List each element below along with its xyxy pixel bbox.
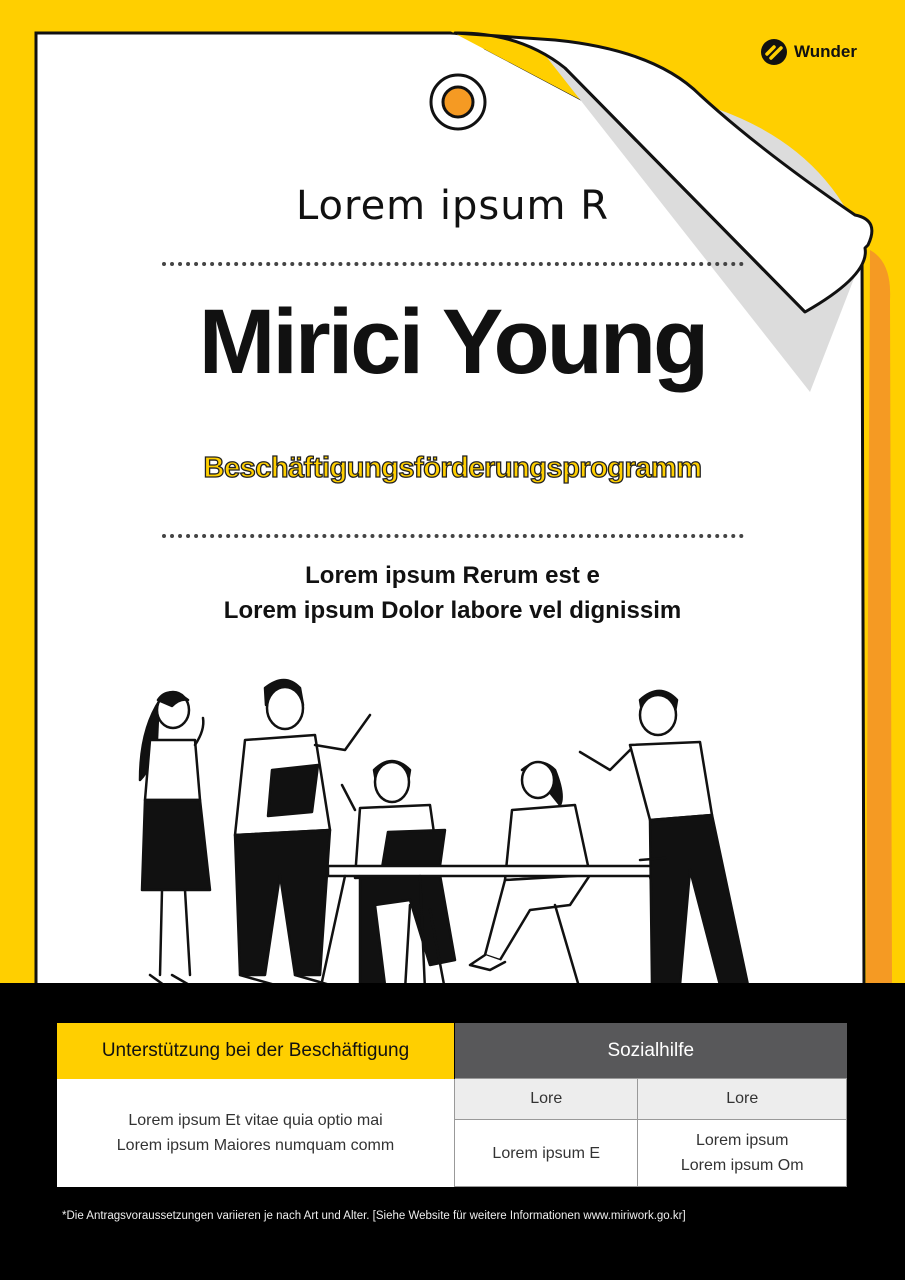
table-subheader-b: Lore bbox=[638, 1079, 847, 1120]
table-cell-a: Lorem ipsum E bbox=[455, 1120, 638, 1187]
program-name: Beschäftigungsförderungsprogramm bbox=[203, 452, 702, 484]
cell-b-line-2: Lorem ipsum Om bbox=[680, 1157, 804, 1174]
brand-name: Wunder bbox=[794, 42, 857, 61]
table-subheader-a: Lore bbox=[455, 1079, 638, 1120]
person-man-tablet-icon bbox=[235, 680, 370, 985]
employment-text-line-1: Lorem ipsum Et vitae quia optio mai bbox=[128, 1111, 383, 1129]
table-cell-b bbox=[638, 1120, 847, 1187]
person-woman-left-icon bbox=[140, 692, 215, 993]
table-header-welfare: Sozialhilfe bbox=[455, 1023, 847, 1079]
person-man-right-icon bbox=[580, 691, 760, 995]
table-header-employment: Unterstützung bei der Beschäftigung bbox=[57, 1023, 455, 1079]
info-table bbox=[57, 1023, 847, 1187]
page-title: Mirici Young bbox=[198, 291, 707, 393]
table-body-employment bbox=[57, 1079, 455, 1187]
employment-text-line-2: Lorem ipsum Maiores numquam comm bbox=[116, 1136, 395, 1154]
cell-b-line-1: Lorem ipsum bbox=[695, 1132, 789, 1149]
top-subtitle: Lorem ipsum R bbox=[295, 183, 610, 229]
description-line-2: Lorem ipsum Dolor labore vel dignissim bbox=[223, 597, 682, 624]
description-line-1: Lorem ipsum Rerum est e bbox=[305, 562, 600, 589]
footnote: *Die Antragsvoraussetzungen variieren je nach Art und Alter. [Siehe Website für weitere Informationen www.miriwork.go.kr] bbox=[62, 1210, 686, 1222]
